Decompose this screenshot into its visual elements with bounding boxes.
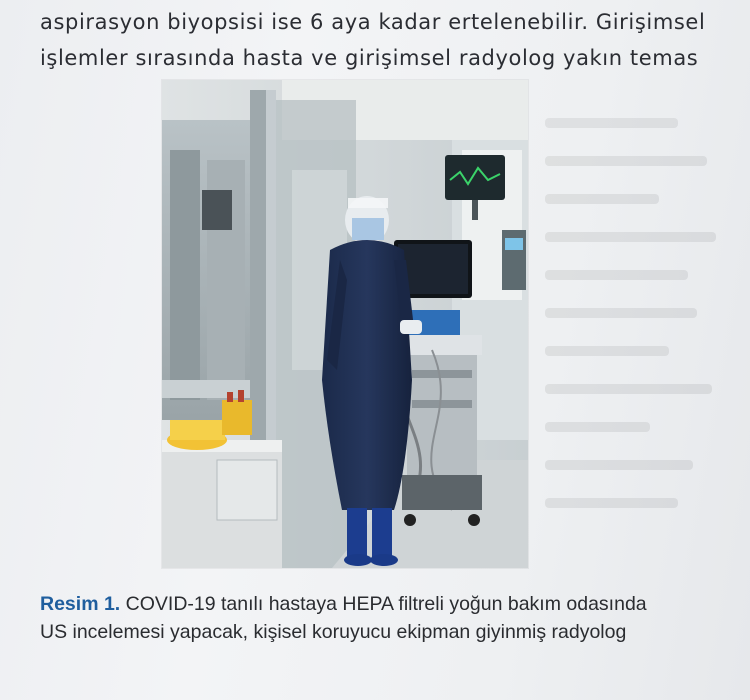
radiologist-photo-icon bbox=[162, 80, 528, 568]
caption-line-2: US incelemesi yapacak, kişisel koruyucu ekipman giyinmiş radyolog bbox=[40, 621, 627, 643]
caption-line-1 bbox=[40, 590, 730, 618]
body-line-1: aspirasyon biyopsisi ise 6 aya kadar ertelenebilir. Girişimsel bbox=[40, 10, 706, 34]
body-line-2: işlemler sırasında hasta ve girişimsel radyolog yakın temas bbox=[40, 46, 699, 70]
figure-caption bbox=[40, 590, 730, 646]
caption-text-1: COVID-19 tanılı hastaya HEPA filtreli yoğun bakım odasında bbox=[125, 593, 647, 615]
body-paragraph bbox=[40, 0, 730, 76]
bleed-through-text bbox=[545, 90, 735, 560]
caption-label: Resim 1. bbox=[40, 593, 121, 615]
figure-photo bbox=[162, 80, 528, 568]
